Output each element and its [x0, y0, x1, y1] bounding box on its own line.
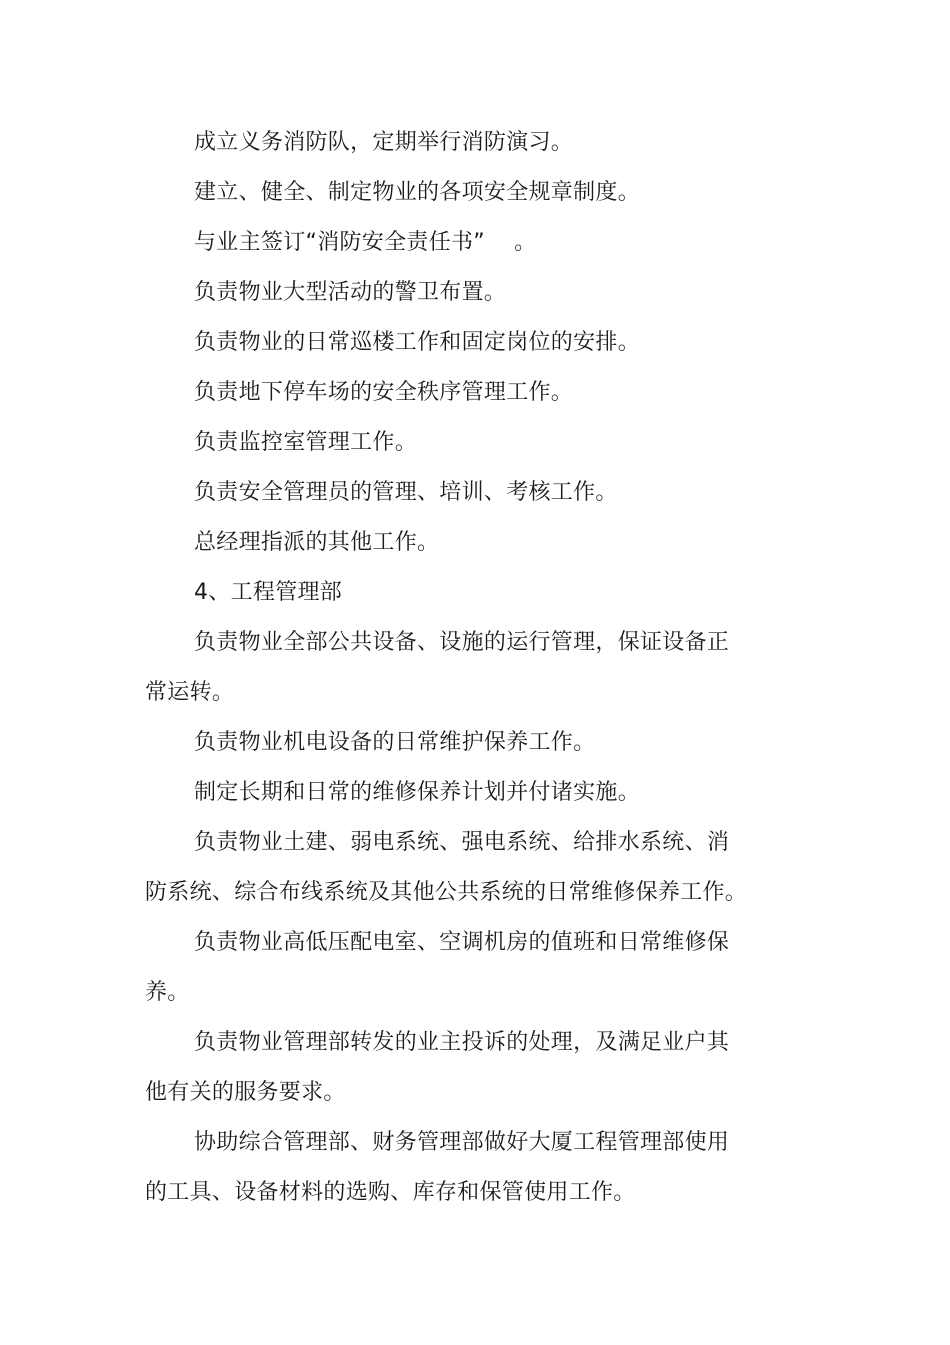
section-heading-engineering: 4、工程管理部: [194, 580, 343, 605]
paragraph-parking: 负责地下停车场的安全秩序管理工作。: [194, 380, 574, 405]
paragraph-monitoring-room: 负责监控室管理工作。: [194, 430, 418, 455]
paragraph-other-tasks: 总经理指派的其他工作。: [194, 530, 440, 555]
paragraph-complaints: 负责物业管理部转发的业主投诉的处理，及满足业户其他有关的服务要求。: [145, 1030, 730, 1105]
paragraph-fire-responsibility: 与业主签订“消防安全责任书” 。: [194, 230, 537, 255]
paragraph-power-room: 负责物业高低压配电室、空调机房的值班和日常维修保养。: [145, 930, 730, 1005]
paragraph-maintenance-plan: 制定长期和日常的维修保养计划并付诸实施。: [194, 780, 641, 805]
paragraph-systems-maintenance: 负责物业土建、弱电系统、强电系统、给排水系统、消防系统、综合布线系统及其他公共系统的日常维修保养工作。: [145, 830, 748, 905]
paragraph-electromechanical: 负责物业机电设备的日常维护保养工作。: [194, 730, 596, 755]
paragraph-safety-rules: 建立、健全、制定物业的各项安全规章制度。: [194, 180, 641, 205]
paragraph-fire-brigade: 成立义务消防队，定期举行消防演习。: [194, 130, 574, 155]
document-body: [145, 118, 750, 1218]
paragraph-staff-training: 负责安全管理员的管理、培训、考核工作。: [194, 480, 618, 505]
paragraph-event-security: 负责物业大型活动的警卫布置。: [194, 280, 507, 305]
paragraph-patrol: 负责物业的日常巡楼工作和固定岗位的安排。: [194, 330, 641, 355]
paragraph-public-equipment: 负责物业全部公共设备、设施的运行管理，保证设备正常运转。: [145, 630, 730, 705]
paragraph-procurement: 协助综合管理部、财务管理部做好大厦工程管理部使用的工具、设备材料的选购、库存和保管使用工作。: [145, 1130, 730, 1205]
